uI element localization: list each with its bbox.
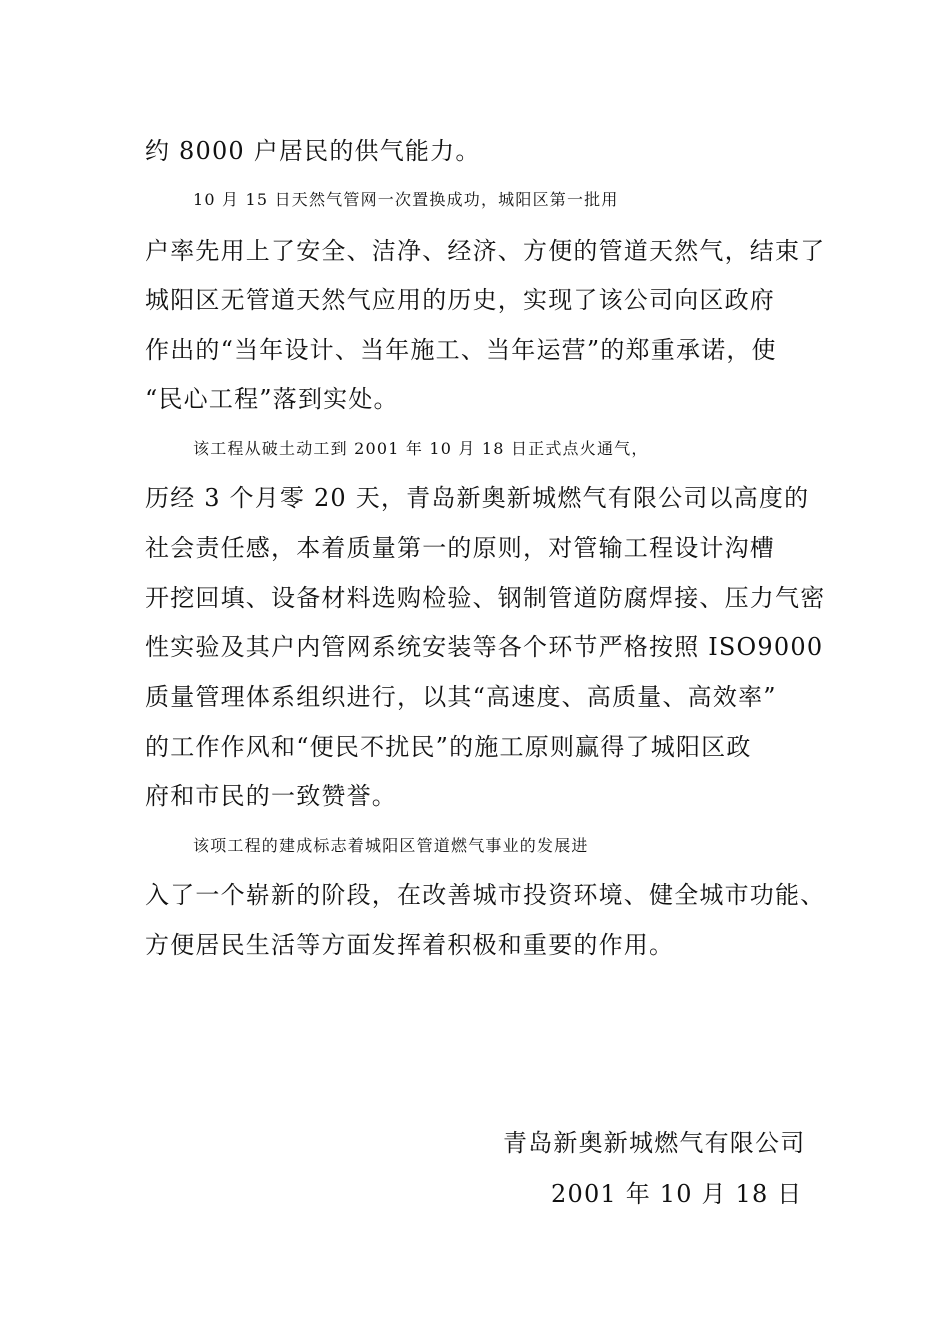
paragraph-line: 府和市民的一致赞誉。 xyxy=(145,782,397,810)
paragraph-line: 户率先用上了安全、洁净、经济、方便的管道天然气，结束了 xyxy=(145,237,826,265)
paragraph-line: 社会责任感，本着质量第一的原则，对管输工程设计沟槽 xyxy=(145,534,775,562)
paragraph-line: 性实验及其户内管网系统安装等各个环节严格按照 ISO9000 xyxy=(145,633,824,661)
paragraph-line: 质量管理体系组织进行，以其“高速度、高质量、高效率” xyxy=(145,683,777,711)
paragraph-line: 入了一个崭新的阶段，在改善城市投资环境、健全城市功能、 xyxy=(145,881,826,909)
paragraph-line: 该工程从破土动工到 2001 年 10 月 18 日正式点火通气， xyxy=(193,439,649,458)
paragraph-line: 约 8000 户居民的供气能力。 xyxy=(145,137,481,165)
signature-date: 2001 年 10 月 18 日 xyxy=(551,1180,803,1208)
paragraph-line: 作出的“当年设计、当年施工、当年运营”的郑重承诺，使 xyxy=(145,336,777,364)
paragraph-line: 该项工程的建成标志着城阳区管道燃气事业的发展进 xyxy=(193,836,589,855)
paragraph-line: 方便居民生活等方面发挥着积极和重要的作用。 xyxy=(145,931,675,959)
paragraph-line: 历经 3 个月零 20 天，青岛新奥新城燃气有限公司以高度的 xyxy=(145,484,810,512)
paragraph-line: 10 月 15 日天然气管网一次置换成功，城阳区第一批用 xyxy=(193,190,619,209)
paragraph-line: 城阳区无管道天然气应用的历史，实现了该公司向区政府 xyxy=(145,286,775,314)
paragraph-line: 的工作作风和“便民不扰民”的施工原则赢得了城阳区政 xyxy=(145,733,752,761)
signature-company: 青岛新奥新城燃气有限公司 xyxy=(503,1129,806,1157)
paragraph-line: 开挖回填、设备材料选购检验、钢制管道防腐焊接、压力气密 xyxy=(145,584,826,612)
paragraph-line: “民心工程”落到实处。 xyxy=(145,385,399,413)
